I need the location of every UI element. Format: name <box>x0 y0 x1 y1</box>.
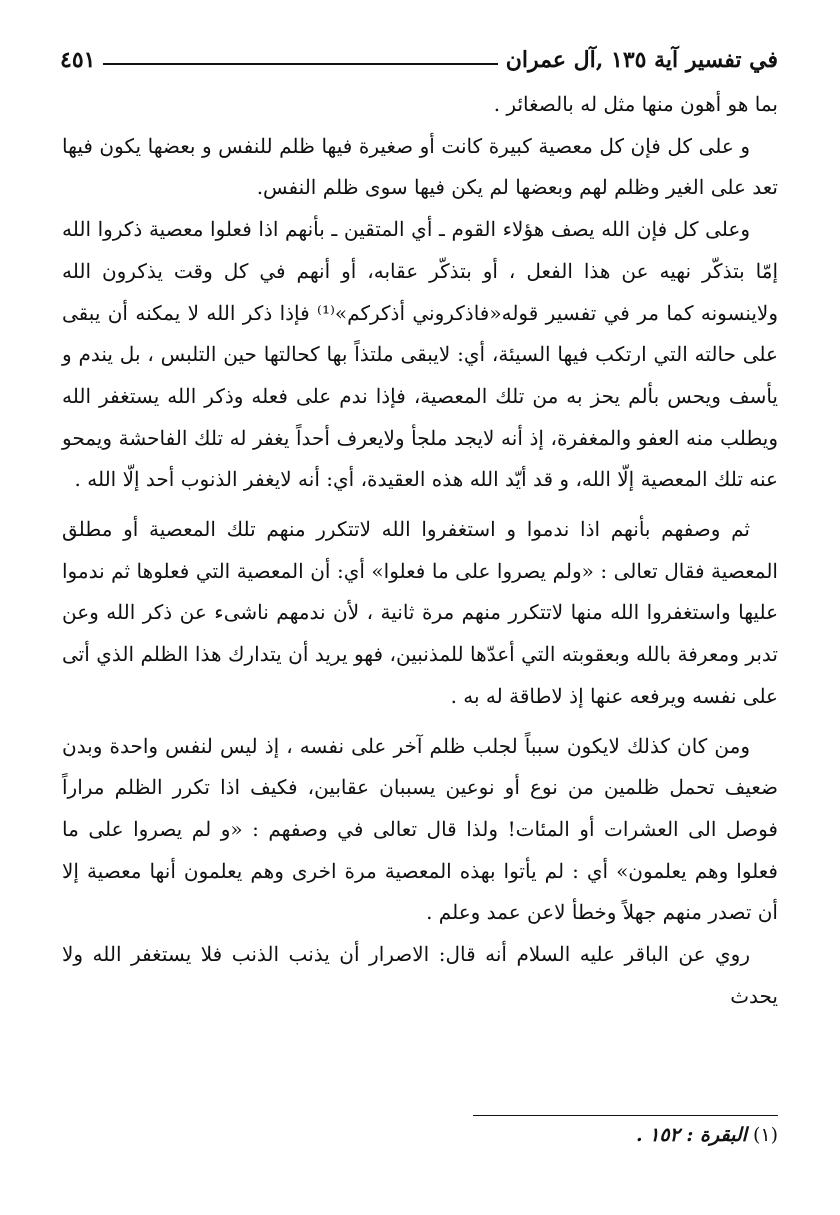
footnote-rule <box>473 1115 778 1116</box>
header-title: في تفسير آية ١٣٥ ,آل عمران <box>505 47 778 73</box>
paragraph: ثم وصفهم بأنهم اذا ندموا و استغفروا الله لاتتكرر منهم تلك المعصية أو مطلق المعصية فقال تعالى : «ولم يصروا على ما فعلوا» أي: أن المعصية التي فعلوها ثم ندموا عليها واستغفروا الله منها لاتتكرر منهم مرة ثانية ، لأن ندمهم ناشىء عن ذكر الله وعن تدبر ومعرفة بالله وبعقوبته التي أعدّها للمذنبين، فهو يريد أن يتدارك هذا الظلم الذي أتى على نفسه ويرفعه عنها إذ لاطاقة له به . <box>62 517 778 708</box>
footnote <box>62 1124 778 1146</box>
paragraph: وعلى كل فإن الله يصف هؤلاء القوم ـ أي المتقين ـ بأنهم اذا فعلوا معصية ذكروا الله إمّا بتذكّر نهيه عن هذا الفعل ، أو بتذكّر عقابه، أو أنهم في كل وقت يذكرون الله ولاينسونه كما مر في تفسير قوله«فاذكروني أذكركم»⁽¹⁾ فإذا ذكر الله لا يمكنه أن يبقى على حالته التي ارتكب فيها السيئة، أي: لايبقى ملتذاً بها كحالتها حين التلبس ، بل يندم و يأسف ويحس بألم يحز به من تلك المعصية، فإذا ندم على فعله وذكر الله يستغفر الله ويطلب منه العفو والمغفرة، إذ أنه لايجد ملجأ ولايعرف أحداً يغفر له تلك الفاحشة ويمحو عنه تلك المعصية إلّا الله، و قد أيّد الله هذه العقيدة، أي: أنه لايغفر الذنوب أحد إلّا الله . <box>62 217 778 492</box>
running-header <box>60 38 778 82</box>
body-text <box>62 84 778 1017</box>
paragraph: بما هو أهون منها مثل له بالصغائر . <box>493 92 778 116</box>
paragraph: روي عن الباقر عليه السلام أنه قال: الاصرار أن يذنب الذنب فلا يستغفر الله ولا يحدث <box>62 942 778 1008</box>
page-number: ٤٥١ <box>60 47 96 73</box>
paragraph: و على كل فإن كل معصية كبيرة كانت أو صغيرة فيها ظلم للنفس و بعضها يكون فيها تعد على الغير وظلم لهم وبعضها لم يكن فيها سوى ظلم النفس. <box>62 133 778 200</box>
header-rule <box>103 63 497 65</box>
footnote-text: البقرة : ١٥٢ . <box>635 1124 747 1146</box>
footnote-number: (١) <box>752 1124 778 1146</box>
paragraph: ومن كان كذلك لايكون سبباً لجلب ظلم آخر على نفسه ، إذ ليس لنفس واحدة وبدن ضعيف تحمل ظلمين من نوع أو نوعين يسببان عقابين، فكيف اذا تكرر الظلم مراراً فوصل الى العشرات أو المئات! ولذا قال تعالى في وصفهم : «و لم يصروا على ما فعلوا وهم يعلمون» أي : لم يأتوا بهذه المعصية مرة اخرى وهم يعلمون أنها معصية إلا أن تصدر منهم جهلاً وخطأ لاعن عمد وعلم . <box>62 733 779 925</box>
